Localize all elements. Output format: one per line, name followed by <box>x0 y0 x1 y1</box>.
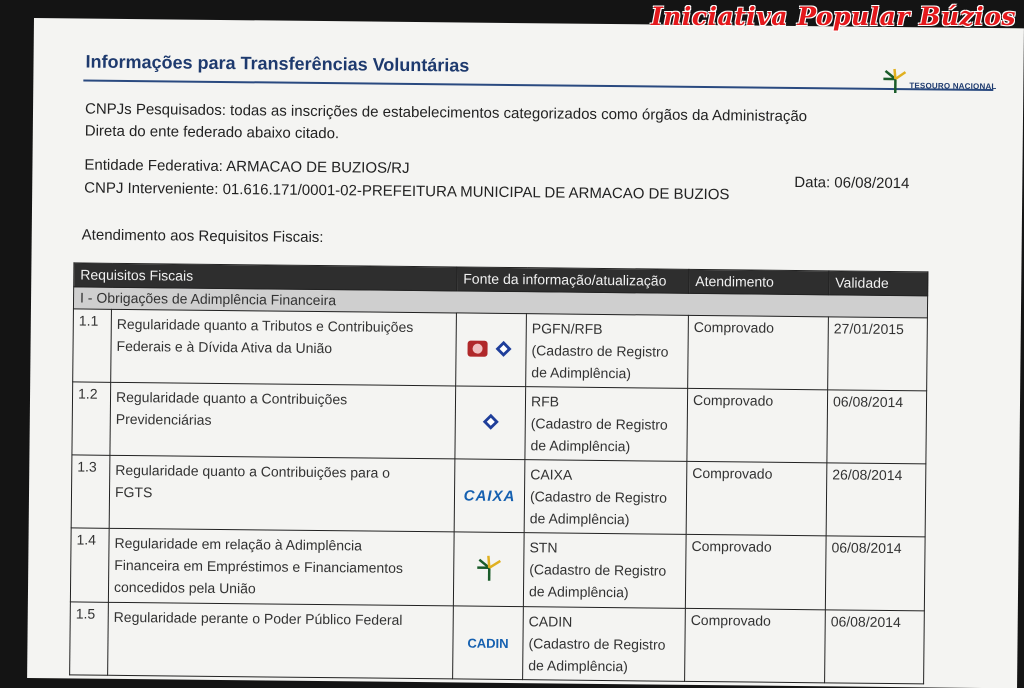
requirement-line: Previdenciárias <box>115 410 212 428</box>
col-header-atendimento: Atendimento <box>689 269 829 294</box>
cnpj-interveniente: CNPJ Interveniente: 01.616.171/0001-02-PREFEITURA MUNICIPAL DE ARMACAO DE BUZIOS <box>84 179 730 204</box>
fonte-sub: de Adimplência) <box>530 437 631 455</box>
title-underline <box>83 80 993 92</box>
fonte-sub: de Adimplência) <box>531 364 632 382</box>
caixa-logo-text: CAIXA <box>463 487 516 505</box>
row-number: 1.5 <box>70 602 109 675</box>
fonte-name: STN <box>529 539 558 556</box>
row-validade: 06/08/2014 <box>825 610 925 684</box>
requirement-line: Financeira em Empréstimos e Financiamentos <box>114 556 404 576</box>
requirement-line: concedidos pela União <box>113 578 256 597</box>
row-number: 1.4 <box>70 528 109 602</box>
row-atendimento: Comprovado <box>687 388 828 462</box>
fonte-name: RFB <box>530 393 560 410</box>
row-requirement <box>111 309 457 386</box>
intro-line-2: Direta do ente federado abaixo citado. <box>84 122 340 143</box>
requirement-line: FGTS <box>114 483 153 501</box>
requirement-line: Regularidade em relação à Adimplência <box>114 534 363 554</box>
row-validade: 27/01/2015 <box>828 317 928 391</box>
row-number: 1.3 <box>71 455 110 528</box>
row-validade: 06/08/2014 <box>825 536 925 611</box>
page-title: Informações para Transferências Voluntárias <box>85 51 470 76</box>
watermark-text: Iniciativa Popular Búzios <box>650 2 1016 31</box>
requirement-line: Regularidade quanto a Contribuições para o <box>115 461 391 481</box>
pgfn-rfb-icon <box>456 313 527 387</box>
row-fonte <box>525 387 688 462</box>
document-page <box>27 18 1024 688</box>
row-requirement <box>108 602 454 679</box>
col-header-requisitos: Requisitos Fiscais <box>74 263 457 291</box>
fonte-sub: (Cadastro de Registro <box>530 415 668 433</box>
table-row <box>70 528 925 611</box>
fonte-name: PGFN/RFB <box>531 320 603 337</box>
fonte-sub: de Adimplência) <box>529 510 630 528</box>
table-row <box>70 602 925 684</box>
table-row <box>71 455 926 537</box>
rfb-icon <box>455 386 526 460</box>
fonte-sub: de Adimplência) <box>528 657 628 675</box>
entidade-federativa: Entidade Federativa: ARMACAO DE BUZIOS/RJ <box>84 156 410 177</box>
requisitos-table <box>69 262 928 684</box>
caixa-logo <box>454 459 525 533</box>
fonte-sub: de Adimplência) <box>528 583 629 601</box>
row-fonte <box>523 607 686 682</box>
row-requirement <box>108 528 454 606</box>
fonte-name: CAIXA <box>530 466 573 483</box>
table-row <box>72 382 927 464</box>
requirement-line: Federais e à Dívida Ativa da União <box>116 337 333 357</box>
fonte-sub: (Cadastro de Registro <box>529 488 668 506</box>
col-header-validade: Validade <box>829 271 928 296</box>
requirement-line: Regularidade quanto a Contribuições <box>115 388 348 408</box>
cadin-logo <box>453 606 524 680</box>
row-atendimento: Comprovado <box>685 608 826 682</box>
row-atendimento: Comprovado <box>688 315 829 389</box>
table-row <box>73 309 928 391</box>
logo-text: TESOURO NACIONAL <box>909 81 997 92</box>
tesouro-nacional-logo <box>881 67 1001 94</box>
section-heading: Atendimento aos Requisitos Fiscais: <box>81 226 324 247</box>
fonte-sub: (Cadastro de Registro <box>531 342 669 360</box>
row-atendimento: Comprovado <box>685 534 826 609</box>
cadin-logo-text: CADIN <box>467 635 509 652</box>
row-atendimento: Comprovado <box>686 461 827 535</box>
row-fonte <box>526 314 689 389</box>
section-label: I - Obrigações de Adimplência Financeira <box>73 287 927 318</box>
row-requirement <box>110 382 456 459</box>
requirement-line: Regularidade perante o Poder Público Federal <box>113 608 403 628</box>
row-fonte <box>523 533 686 609</box>
row-requirement <box>109 455 455 532</box>
fonte-name: CADIN <box>528 613 573 630</box>
fonte-sub: (Cadastro de Registro <box>528 635 666 653</box>
intro-line-1: CNPJs Pesquisados: todas as inscrições de estabelecimentos categorizados como órgãos da Administração <box>84 100 808 126</box>
fonte-sub: (Cadastro de Registro <box>529 561 667 579</box>
row-validade: 06/08/2014 <box>827 390 927 464</box>
stn-icon <box>453 532 524 607</box>
row-validade: 26/08/2014 <box>826 463 926 537</box>
star-icon <box>881 67 909 93</box>
row-fonte <box>524 460 687 535</box>
row-number: 1.1 <box>73 309 112 382</box>
row-number: 1.2 <box>72 382 111 455</box>
report-date: Data: 06/08/2014 <box>794 173 910 193</box>
requirement-line: Regularidade quanto a Tributos e Contribuições <box>116 315 414 335</box>
col-header-fonte: Fonte da informação/atualização <box>457 267 689 293</box>
